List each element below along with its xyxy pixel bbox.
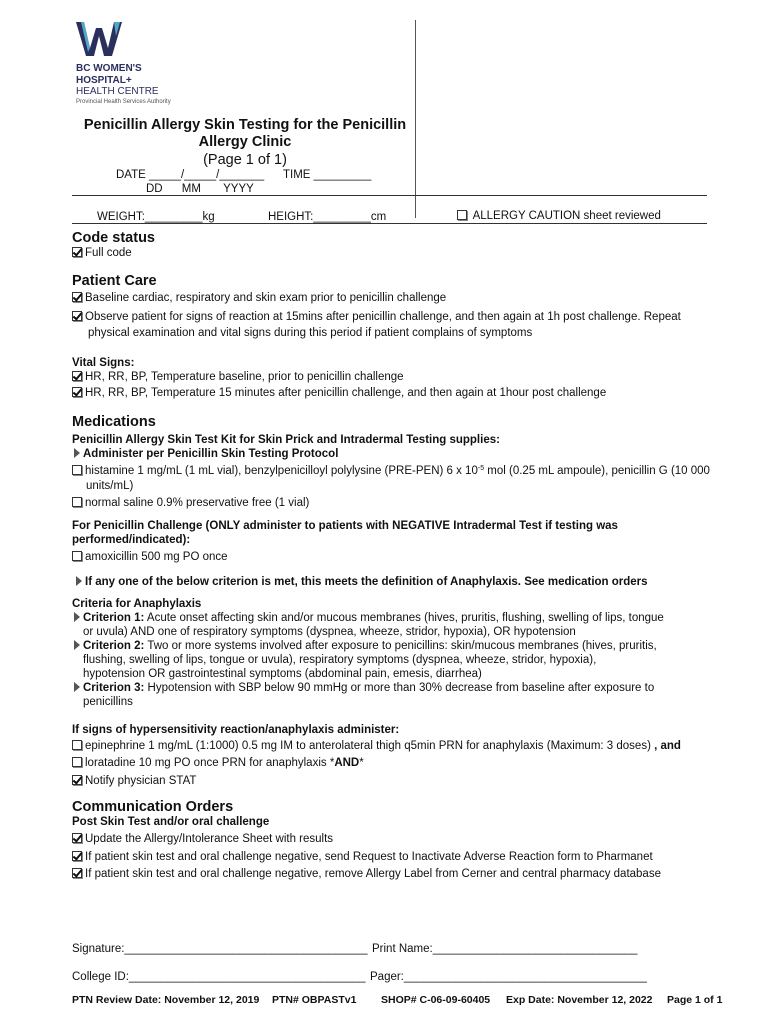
pager-field[interactable]: Pager:______________________________________ xyxy=(370,971,647,983)
code-status-heading: Code status xyxy=(72,230,155,246)
criterion-3: Criterion 3: Hypotension with SBP below 90 mmHg or more than 30% decrease from baseline after exposure to xyxy=(72,681,654,695)
loratadine-item[interactable]: loratadine 10 mg PO once PRN for anaphylaxis *AND* xyxy=(72,756,364,770)
baseline-exam-item[interactable]: Baseline cardiac, respiratory and skin exam prior to penicillin challenge xyxy=(72,291,446,305)
amoxicillin-item[interactable]: amoxicillin 500 mg PO once xyxy=(72,550,228,564)
histamine-cont: units/mL) xyxy=(86,480,134,492)
notify-physician-checkbox[interactable] xyxy=(72,775,82,785)
college-id-field[interactable]: College ID:_____________________________________ xyxy=(72,971,366,983)
challenge-label-cont: performed/indicated): xyxy=(72,534,191,546)
height-field[interactable]: HEIGHT:_________cm xyxy=(268,211,387,223)
criterion-2-cont2: hypotension OR gastrointestinal symptoms (abdominal pain, emesis, diarrhea) xyxy=(83,668,482,680)
footer-shop: SHOP# C-06-09-60405 xyxy=(381,994,491,1006)
date-format-hint: DD MM YYYY xyxy=(146,183,254,195)
post-skin-test-label: Post Skin Test and/or oral challenge xyxy=(72,816,270,828)
criteria-label: Criteria for Anaphylaxis xyxy=(72,598,202,610)
communication-heading: Communication Orders xyxy=(72,799,234,815)
full-code-item[interactable]: Full code xyxy=(72,246,132,260)
weight-field[interactable]: WEIGHT:_________kg xyxy=(97,211,215,223)
vital-baseline-checkbox[interactable] xyxy=(72,371,82,381)
remove-allergy-label-item[interactable]: If patient skin test and oral challenge negative, remove Allergy Label from Cerner and central pharmacy database xyxy=(72,867,661,881)
pharmanet-request-item[interactable]: If patient skin test and oral challenge negative, send Request to Inactivate Adverse Reaction form to Pharmanet xyxy=(72,850,653,864)
allergy-caution-item[interactable]: ALLERGY CAUTION sheet reviewed xyxy=(457,209,661,223)
title-page-number: (Page 1 of 1) xyxy=(203,151,287,168)
histamine-checkbox[interactable] xyxy=(72,465,82,475)
pharmanet-request-checkbox[interactable] xyxy=(72,851,82,861)
criterion-2-cont: flushing, swelling of lips, tongue or uvula), respiratory symptoms (dyspnea, wheeze, stridor, hypoxia), xyxy=(83,654,597,666)
criterion-1-cont: or uvula) AND one of respiratory symptoms (dyspnea, wheeze, stridor, hypoxia), OR hypotension xyxy=(83,626,576,638)
footer-ptn: PTN# OBPASTv1 xyxy=(272,994,357,1006)
amoxicillin-checkbox[interactable] xyxy=(72,551,82,561)
saline-item[interactable]: normal saline 0.9% preservative free (1 vial) xyxy=(72,496,309,510)
arrow-right-icon xyxy=(76,576,82,586)
vital-post-checkbox[interactable] xyxy=(72,387,82,397)
skin-test-kit-label: Penicillin Allergy Skin Test Kit for Skin Prick and Intradermal Testing supplies: xyxy=(72,434,500,446)
allergy-caution-checkbox[interactable] xyxy=(457,210,467,220)
footer-exp-date: Exp Date: November 12, 2022 xyxy=(506,994,653,1006)
epinephrine-checkbox[interactable] xyxy=(72,740,82,750)
observe-patient-item[interactable]: Observe patient for signs of reaction at 15mins after penicillin challenge, and then again at 1h post challenge. Repeat xyxy=(72,310,681,324)
observe-patient-checkbox[interactable] xyxy=(72,311,82,321)
logo-org-name: BC WOMEN'S HOSPITAL+ HEALTH CENTRE xyxy=(76,63,159,98)
observe-patient-cont: physical examination and vital signs during this period if patient complains of symptoms xyxy=(88,327,533,339)
baseline-exam-checkbox[interactable] xyxy=(72,292,82,302)
challenge-label: For Penicillin Challenge (ONLY administer to patients with NEGATIVE Intradermal Test if testing was xyxy=(72,520,618,532)
update-allergy-sheet-checkbox[interactable] xyxy=(72,833,82,843)
histamine-item[interactable]: histamine 1 mg/mL (1 mL vial), benzylpenicilloyl polylysine (PRE-PEN) 6 x $10^{-5}$ mol (0.25 mL ampoule), penicillin G (10 000 xyxy=(72,464,710,478)
arrow-right-icon xyxy=(74,612,80,622)
date-field[interactable]: DATE _____/_____/_______ xyxy=(116,169,265,181)
notify-physician-item[interactable]: Notify physician STAT xyxy=(72,774,196,788)
anaphylaxis-note: If any one of the below criterion is met, this meets the definition of Anaphylaxis. See medication orders xyxy=(74,575,648,589)
vital-baseline-item[interactable]: HR, RR, BP, Temperature baseline, prior to penicillin challenge xyxy=(72,370,404,384)
header-rule-top xyxy=(72,195,707,196)
medications-heading: Medications xyxy=(72,414,156,430)
criterion-3-cont: penicillins xyxy=(83,696,133,708)
criterion-2: Criterion 2: Two or more systems involved after exposure to penicillins: skin/mucous membranes (hives, pruritis, xyxy=(72,639,657,653)
print-name-field[interactable]: Print Name:________________________________ xyxy=(372,943,638,955)
vital-post-item[interactable]: HR, RR, BP, Temperature 15 minutes after penicillin challenge, and then again at 1hour post challenge xyxy=(72,386,606,400)
header-rule-bottom xyxy=(72,223,707,224)
page-title: Penicillin Allergy Skin Testing for the Penicillin Allergy Clinic (Page 1 of 1) xyxy=(60,117,430,169)
epinephrine-item[interactable]: epinephrine 1 mg/mL (1:1000) 0.5 mg IM to anterolateral thigh q5min PRN for anaphylaxis (Maximum: 3 doses) , and xyxy=(72,739,681,753)
patient-care-heading: Patient Care xyxy=(72,273,157,289)
remove-allergy-label-checkbox[interactable] xyxy=(72,868,82,878)
arrow-right-icon xyxy=(74,640,80,650)
signature-field[interactable]: Signature:______________________________________ xyxy=(72,943,368,955)
protocol-item: Administer per Penicillin Skin Testing Protocol xyxy=(72,447,338,461)
time-field[interactable]: TIME _________ xyxy=(283,169,372,181)
w-logo-icon xyxy=(76,22,124,56)
arrow-right-icon xyxy=(74,448,80,458)
footer-page-number: Page 1 of 1 xyxy=(667,994,723,1006)
arrow-right-icon xyxy=(74,682,80,692)
criterion-1: Criterion 1: Acute onset affecting skin and/or mucous membranes (hives, pruritis, flushing, swelling of lips, tongue xyxy=(72,611,664,625)
vital-signs-label: Vital Signs: xyxy=(72,357,135,369)
logo-subtitle: Provincial Health Services Authority xyxy=(76,98,171,105)
organization-logo xyxy=(76,22,196,106)
hypersensitivity-label: If signs of hypersensitivity reaction/anaphylaxis administer: xyxy=(72,724,400,736)
update-allergy-sheet-item[interactable]: Update the Allergy/Intolerance Sheet with results xyxy=(72,832,333,846)
saline-checkbox[interactable] xyxy=(72,497,82,507)
footer-review-date: PTN Review Date: November 12, 2019 xyxy=(72,994,260,1006)
full-code-checkbox[interactable] xyxy=(72,247,82,257)
loratadine-checkbox[interactable] xyxy=(72,757,82,767)
